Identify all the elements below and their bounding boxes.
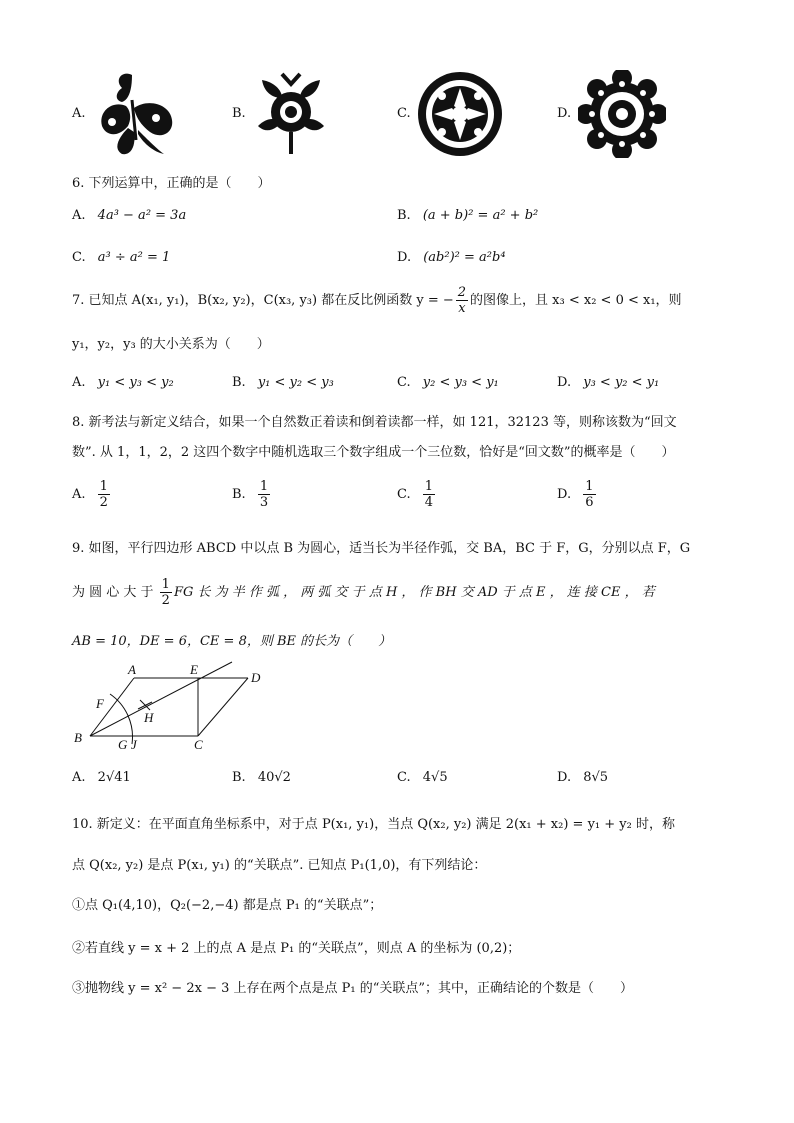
q10-line1: 10. 新定义：在平面直角坐标系中，对于点 P(x₁, y₁)，当点 Q(x₂, y₂) 满足 2(x₁ + x₂) = y₁ + y₂ 时，称 — [72, 817, 675, 832]
q6-option-b-label: B. — [397, 208, 411, 223]
label-a: A — [128, 662, 136, 677]
butterfly-paper-cut-image — [92, 70, 178, 156]
q7-fraction — [456, 286, 468, 315]
q5-option-c-label: C. — [397, 106, 411, 121]
q9-option-d-math: 8√5 — [583, 770, 609, 785]
q9-option-c-math: 4√5 — [422, 770, 448, 785]
q9-option-b[interactable] — [232, 770, 291, 785]
label-d: D — [251, 670, 261, 685]
q8-c-num: 1 — [424, 479, 434, 494]
q6-option-d-label: D. — [397, 250, 412, 265]
q9-stem-line2 — [72, 578, 655, 607]
q6-option-d[interactable] — [397, 250, 506, 265]
q10-line4: ②若直线 y = x + 2 上的点 A 是点 P₁ 的“关联点”，则点 A 的坐标为 (0,2)； — [72, 941, 521, 956]
q7-option-c[interactable] — [397, 375, 499, 390]
q6-option-a-label: A. — [72, 208, 86, 223]
label-b: B — [74, 730, 82, 745]
q6-option-b-math: (a + b)² = a² + b² — [422, 208, 539, 223]
q9-option-b-label: B. — [232, 770, 246, 785]
q9-frac-den: 2 — [161, 593, 170, 608]
q5-option-a-label: A. — [72, 106, 86, 121]
q7-option-c-math: y₂ < y₃ < y₁ — [422, 375, 499, 390]
q10-line2: 点 Q(x₂, y₂) 是点 P(x₁, y₁) 的“关联点”. 已知点 P₁(1,0)，有下列结论： — [72, 858, 487, 873]
label-j: J — [131, 737, 137, 752]
q8-option-a[interactable] — [72, 480, 112, 509]
q7-option-b-label: B. — [232, 375, 246, 390]
q6-option-a[interactable] — [72, 208, 186, 223]
q8-option-d-fraction — [583, 480, 595, 509]
q8-a-num: 1 — [99, 479, 108, 494]
q7-stem-line1 — [72, 286, 682, 315]
q7-option-d-label: D. — [557, 375, 572, 390]
q9-stem-line1: 9. 如图，平行四边形 ABCD 中以点 B 为圆心，适当长为半径作弧，交 BA，BC 于 F，G，分别以点 F，G — [72, 541, 691, 556]
q8-stem-line2: 数”. 从 1，1，2，2 这四个数字中随机选取三个数字组成一个三位数，恰好是“回文数”的概率是（ ） — [72, 445, 675, 460]
q8-option-b[interactable] — [232, 480, 272, 509]
q10-line5: ③抛物线 y = x² − 2x − 3 上存在两个点是点 P₁ 的“关联点”；其中，正确结论的个数是（ ） — [72, 981, 634, 996]
q10-line3: ①点 Q₁(4,10)，Q₂(−2,−4) 都是点 P₁ 的“关联点”； — [72, 898, 383, 913]
q9-fraction — [160, 578, 172, 607]
label-h: H — [144, 710, 154, 725]
q6-option-d-math: (ab²)² = a²b⁴ — [423, 250, 506, 265]
q9-stem-line2-pre: 为 圆 心 大 于 — [72, 585, 154, 600]
q8-option-c-fraction — [423, 480, 435, 509]
q8-option-c-label: C. — [397, 487, 411, 502]
q9-option-d[interactable] — [557, 770, 608, 785]
q8-option-d[interactable] — [557, 480, 598, 509]
q7-option-a-label: A. — [72, 375, 86, 390]
q9-option-d-label: D. — [557, 770, 572, 785]
q7-stem-line2: y₁，y₂，y₃ 的大小关系为（ ） — [72, 337, 270, 352]
q8-d-num: 1 — [585, 479, 594, 494]
q9-stem-line2-post: FG 长 为 半 作 弧 ， 两 弧 交 于 点 H ， 作 BH 交 AD 于 点 E ， 连 接 CE ， 若 — [173, 585, 655, 600]
arc-cross-2 — [138, 702, 152, 709]
q8-option-b-fraction — [258, 480, 270, 509]
q8-option-b-label: B. — [232, 487, 246, 502]
q7-option-b[interactable] — [232, 375, 334, 390]
q9-option-a-math: 2√41 — [97, 770, 131, 785]
q6-option-b[interactable] — [397, 208, 538, 223]
q9-option-a[interactable] — [72, 770, 131, 785]
q7-stem-pre: 7. 已知点 A(x₁, y₁)，B(x₂, y₂)，C(x₃, y₃) 都在反比例函数 y = − — [72, 293, 454, 308]
q9-frac-num: 1 — [161, 577, 170, 592]
q8-c-den: 4 — [424, 495, 434, 510]
q9-option-b-math: 40√2 — [257, 770, 291, 785]
q7-option-d-math: y₃ < y₂ < y₁ — [583, 375, 660, 390]
q9-option-a-label: A. — [72, 770, 86, 785]
ray-bh — [90, 662, 232, 736]
q8-b-num: 1 — [259, 479, 269, 494]
q7-option-b-math: y₁ < y₂ < y₃ — [257, 375, 334, 390]
q8-stem-line1: 8. 新考法与新定义结合，如果一个自然数正着读和倒着读都一样，如 121，32123 等，则称该数为“回文 — [72, 415, 677, 430]
q8-a-den: 2 — [99, 495, 108, 510]
q8-option-a-label: A. — [72, 487, 86, 502]
q7-option-a-math: y₁ < y₃ < y₂ — [97, 375, 174, 390]
q6-option-c[interactable] — [72, 250, 170, 265]
q7-option-a[interactable] — [72, 375, 174, 390]
floral-medallion-paper-cut-image — [578, 70, 666, 158]
q8-b-den: 3 — [259, 495, 269, 510]
q9-stem-line3: AB = 10，DE = 6，CE = 8，则 BE 的长为（ ） — [72, 634, 392, 649]
parallelogram-figure — [70, 660, 270, 752]
label-g: G — [118, 737, 128, 752]
q6-option-c-label: C. — [72, 250, 86, 265]
q6-option-a-math: 4a³ − a² = 3a — [97, 208, 187, 223]
label-e: E — [190, 662, 198, 677]
q9-option-c[interactable] — [397, 770, 448, 785]
label-f: F — [96, 696, 104, 711]
q6-stem: 6. 下列运算中，正确的是（ ） — [72, 176, 271, 191]
q8-option-c[interactable] — [397, 480, 437, 509]
q5-option-b-label: B. — [232, 106, 246, 121]
q7-frac-den: x — [458, 301, 466, 316]
label-c: C — [194, 737, 203, 752]
q7-frac-num: 2 — [457, 285, 467, 300]
q8-d-den: 6 — [585, 495, 594, 510]
q9-option-c-label: C. — [397, 770, 411, 785]
q8-option-d-label: D. — [557, 487, 572, 502]
segment-dc — [198, 678, 248, 736]
circular-paper-cut-image — [416, 70, 504, 158]
q5-option-d-label: D. — [557, 106, 572, 121]
q8-option-a-fraction — [98, 480, 110, 509]
q7-stem-post: 的图像上，且 x₃ < x₂ < 0 < x₁，则 — [470, 293, 682, 308]
q7-option-c-label: C. — [397, 375, 411, 390]
q6-option-c-math: a³ ÷ a² = 1 — [97, 250, 171, 265]
flower-paper-cut-image — [252, 70, 330, 156]
q7-option-d[interactable] — [557, 375, 659, 390]
